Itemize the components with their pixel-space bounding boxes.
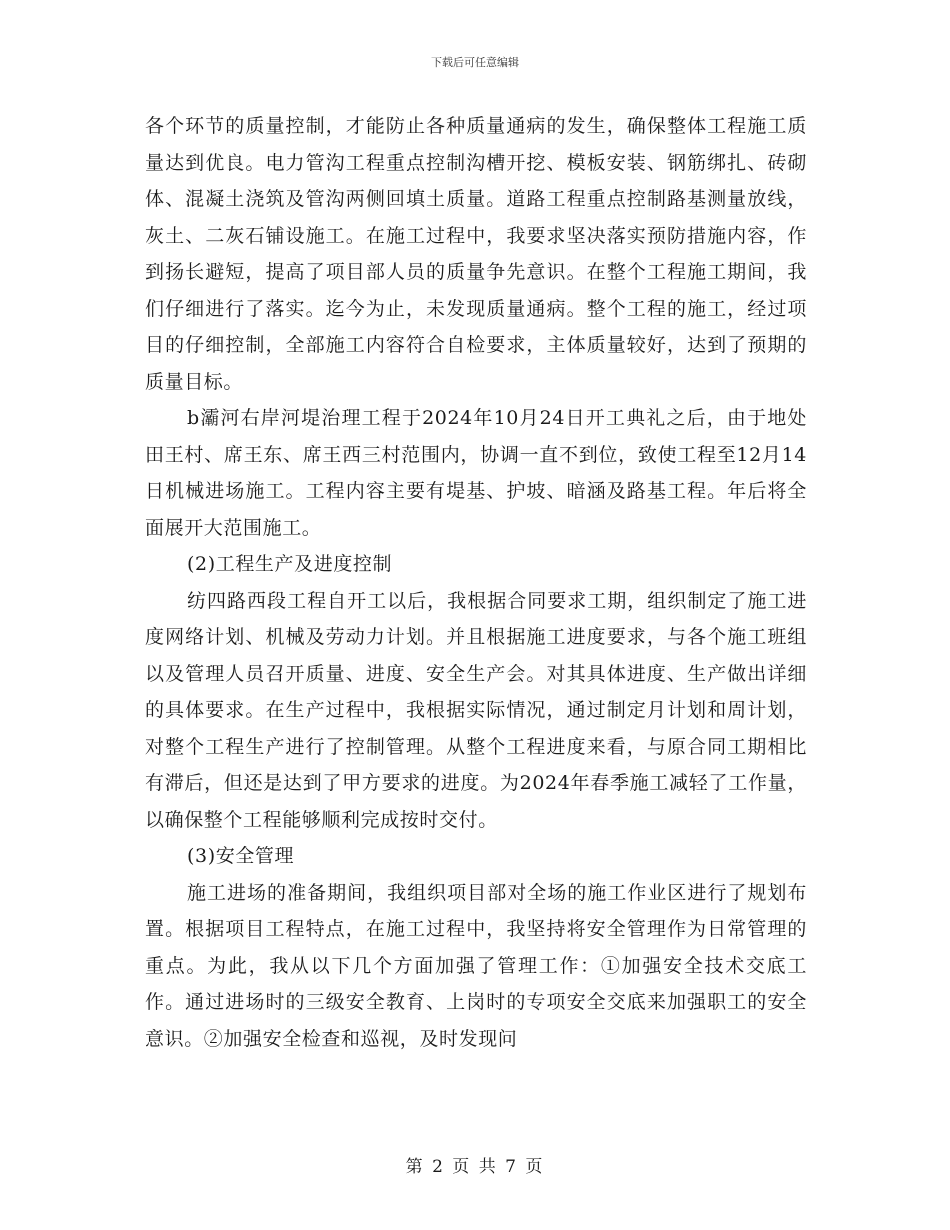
page-header: 下载后可任意编辑	[431, 56, 519, 69]
paragraph-bahe-project: b灞河右岸河堤治理工程于2024年10月24日开工典礼之后，由于地处田王村、席王东、席王西三村范围内，协调一直不到位，致使工程至12月14日机械进场施工。工程内容主要有堤基、护坡、暗涵及路基工程。年后将全面展开大范围施工。	[145, 407, 807, 539]
section-heading-safety-management: (3)安全管理	[187, 845, 295, 867]
document-body	[145, 108, 807, 1057]
paragraph-progress-control: 纺四路西段工程自开工以后，我根据合同要求工期，组织制定了施工进度网络计划、机械及劳动力计划。并且根据施工进度要求，与各个施工班组以及管理人员召开质量、进度、安全生产会。对其具体进度、生产做出详细的具体要求。在生产过程中，我根据实际情况，通过制定月计划和周计划，对整个工程生产进行了控制管理。从整个工程进度来看，与原合同工期相比有滞后，但还是达到了甲方要求的进度。为2024年春季施工减轻了工作量，以确保整个工程能够顺利完成按时交付。	[145, 589, 807, 831]
paragraph-safety-management: 施工进场的准备期间，我组织项目部对全场的施工作业区进行了规划布置。根据项目工程特点，在施工过程中，我坚持将安全管理作为日常管理的重点。为此，我从以下几个方面加强了管理工作：①加强安全技术交底工作。通过进场时的三级安全教育、上岗时的专项安全交底来加强职工的安全意识。②加强安全检查和巡视，及时发现问	[145, 881, 807, 1050]
paragraph-quality-control: 各个环节的质量控制，才能防止各种质量通病的发生，确保整体工程施工质量达到优良。电力管沟工程重点控制沟槽开挖、模板安装、钢筋绑扎、砖砌体、混凝土浇筑及管沟两侧回填土质量。道路工程重点控制路基测量放线，灰土、二灰石铺设施工。在施工过程中，我要求坚决落实预防措施内容，作到扬长避短，提高了项目部人员的质量争先意识。在整个工程施工期间，我们仔细进行了落实。迄今为止，未发现质量通病。整个工程的施工，经过项目的仔细控制，全部施工内容符合自检要求，主体质量较好，达到了预期的质量目标。	[145, 115, 807, 393]
page-number-footer: 第 2 页 共 7 页	[405, 1157, 545, 1177]
section-heading-progress-control: (2)工程生产及进度控制	[187, 553, 393, 575]
